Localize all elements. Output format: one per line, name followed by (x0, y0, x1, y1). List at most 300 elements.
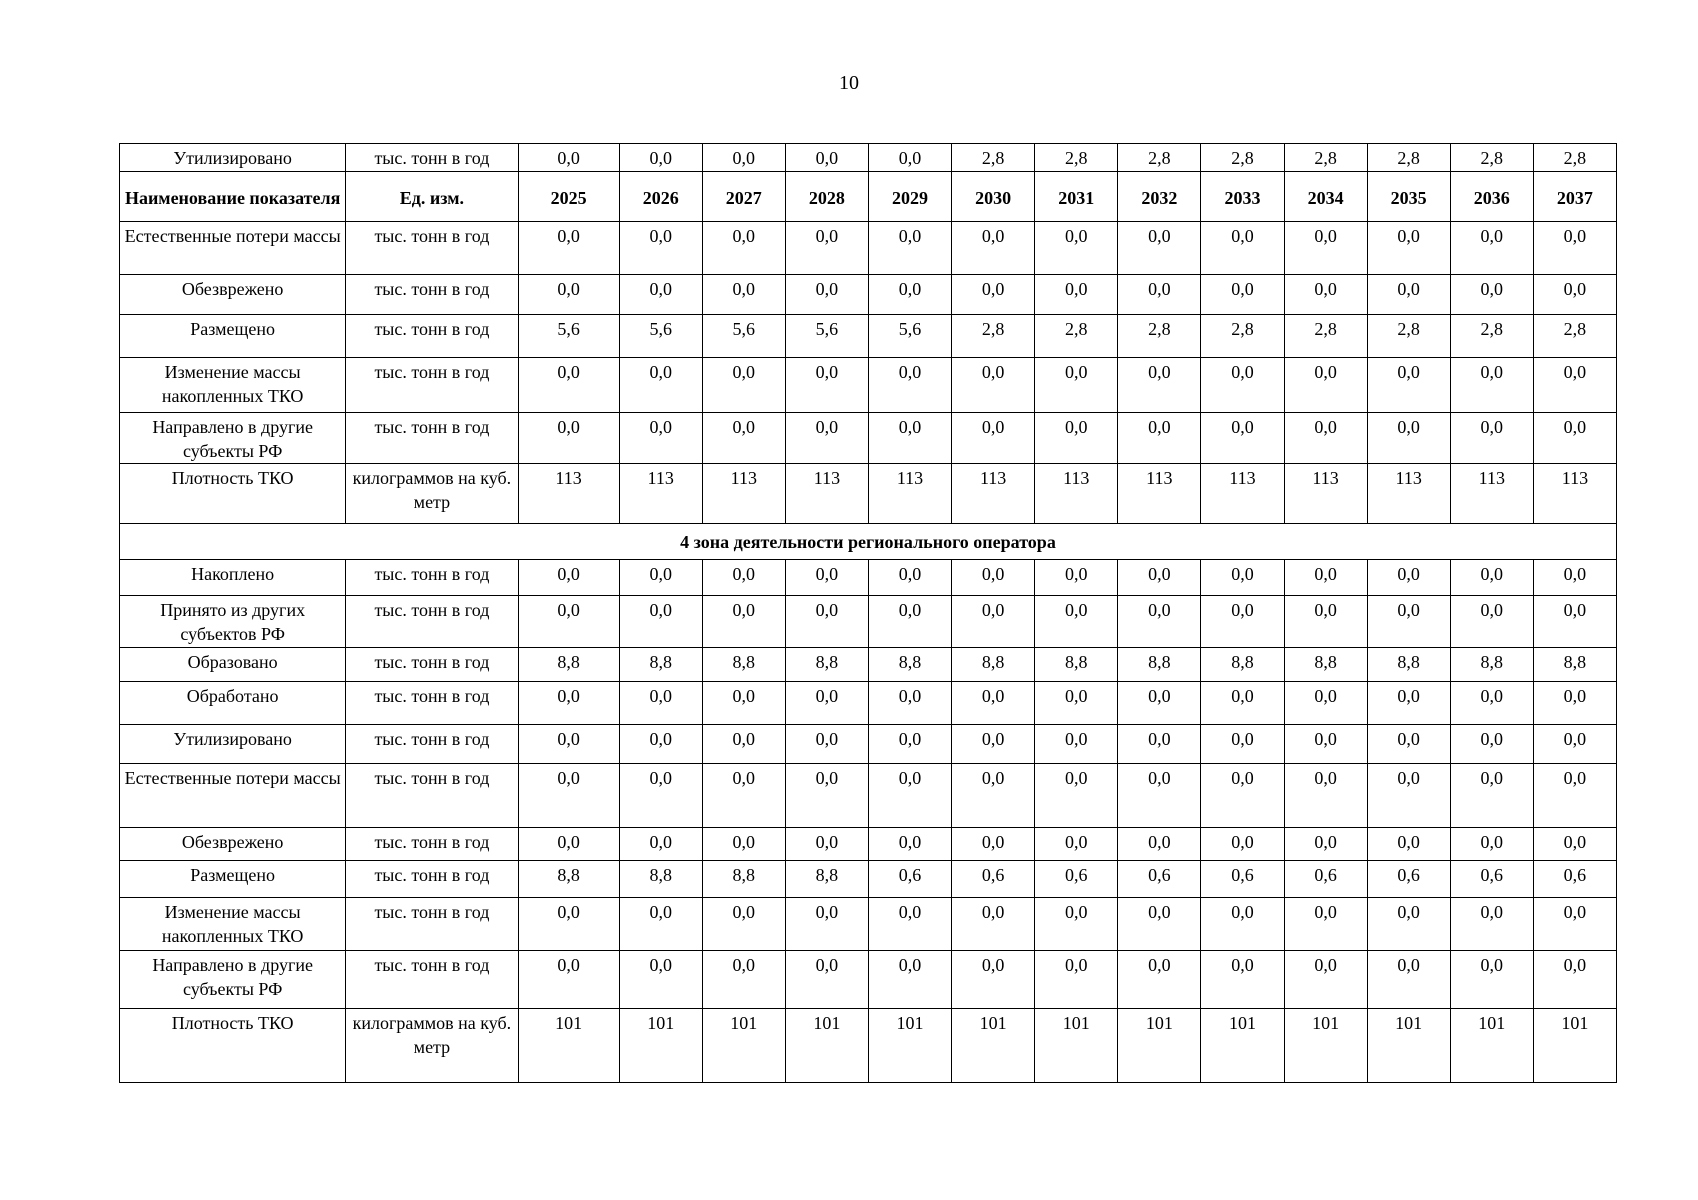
value-cell: 0,6 (1450, 861, 1533, 898)
value-cell: 0,6 (1201, 861, 1284, 898)
value-cell: 101 (1035, 1009, 1118, 1083)
header-year: 2026 (619, 172, 702, 222)
value-cell: 0,0 (619, 358, 702, 413)
value-cell: 0,0 (868, 596, 951, 648)
value-cell: 0,0 (1533, 951, 1616, 1009)
value-cell: 0,0 (1450, 222, 1533, 275)
unit-cell: килограммов на куб. метр (346, 1009, 518, 1083)
value-cell: 0,0 (1450, 951, 1533, 1009)
unit-cell: тыс. тонн в год (346, 596, 518, 648)
value-cell: 0,0 (619, 951, 702, 1009)
value-cell: 0,0 (702, 682, 785, 725)
value-cell: 113 (619, 464, 702, 524)
value-cell: 101 (619, 1009, 702, 1083)
header-year: 2025 (518, 172, 619, 222)
value-cell: 0,0 (868, 828, 951, 861)
value-cell: 0,0 (1201, 275, 1284, 315)
value-cell: 0,0 (1533, 275, 1616, 315)
value-cell: 0,0 (1450, 725, 1533, 764)
value-cell: 0,0 (1450, 764, 1533, 828)
value-cell: 0,0 (1118, 222, 1201, 275)
value-cell: 101 (702, 1009, 785, 1083)
section-title: 4 зона деятельности регионального оператора (120, 524, 1617, 560)
value-cell: 0,0 (619, 898, 702, 951)
header-year: 2037 (1533, 172, 1616, 222)
value-cell: 0,0 (1201, 682, 1284, 725)
table-row (120, 413, 1617, 464)
section-row (120, 524, 1617, 560)
value-cell: 0,0 (868, 560, 951, 596)
value-cell: 8,8 (619, 861, 702, 898)
value-cell: 8,8 (1035, 648, 1118, 682)
unit-cell: тыс. тонн в год (346, 861, 518, 898)
table-row (120, 764, 1617, 828)
value-cell: 8,8 (1533, 648, 1616, 682)
value-cell: 0,0 (785, 898, 868, 951)
table-row (120, 144, 1617, 172)
value-cell: 0,6 (952, 861, 1035, 898)
value-cell: 113 (1533, 464, 1616, 524)
header-year: 2028 (785, 172, 868, 222)
value-cell: 0,0 (1367, 682, 1450, 725)
value-cell: 0,0 (619, 828, 702, 861)
value-cell: 0,0 (518, 898, 619, 951)
value-cell: 5,6 (518, 315, 619, 358)
value-cell: 0,0 (1201, 596, 1284, 648)
unit-cell: тыс. тонн в год (346, 951, 518, 1009)
waste-indicators-table (119, 143, 1617, 1083)
value-cell: 8,8 (1367, 648, 1450, 682)
value-cell: 8,8 (518, 648, 619, 682)
value-cell: 0,0 (952, 275, 1035, 315)
value-cell: 2,8 (1533, 144, 1616, 172)
value-cell: 8,8 (702, 648, 785, 682)
value-cell: 0,0 (619, 560, 702, 596)
value-cell: 113 (518, 464, 619, 524)
value-cell: 8,8 (518, 861, 619, 898)
table-row (120, 682, 1617, 725)
value-cell: 5,6 (785, 315, 868, 358)
value-cell: 0,0 (1201, 764, 1284, 828)
value-cell: 0,0 (1284, 596, 1367, 648)
value-cell: 0,0 (1118, 413, 1201, 464)
value-cell: 0,0 (1367, 413, 1450, 464)
value-cell: 0,0 (868, 725, 951, 764)
value-cell: 2,8 (952, 315, 1035, 358)
value-cell: 0,0 (785, 275, 868, 315)
value-cell: 0,0 (785, 222, 868, 275)
table-row (120, 315, 1617, 358)
indicator-name-cell: Утилизировано (120, 144, 346, 172)
value-cell: 0,6 (1284, 861, 1367, 898)
value-cell: 0,0 (868, 682, 951, 725)
table-row (120, 951, 1617, 1009)
value-cell: 0,0 (785, 358, 868, 413)
value-cell: 101 (1533, 1009, 1616, 1083)
value-cell: 0,0 (702, 413, 785, 464)
header-year: 2036 (1450, 172, 1533, 222)
value-cell: 0,0 (1450, 682, 1533, 725)
value-cell: 0,0 (1035, 222, 1118, 275)
value-cell: 0,0 (1367, 560, 1450, 596)
page-number: 10 (839, 72, 859, 94)
indicator-name-cell: Обработано (120, 682, 346, 725)
value-cell: 2,8 (1118, 144, 1201, 172)
value-cell: 0,0 (785, 560, 868, 596)
value-cell: 113 (1035, 464, 1118, 524)
value-cell: 0,0 (619, 725, 702, 764)
value-cell: 0,0 (868, 898, 951, 951)
value-cell: 2,8 (1035, 315, 1118, 358)
table-body (120, 144, 1617, 1083)
value-cell: 8,8 (1284, 648, 1367, 682)
value-cell: 0,0 (785, 764, 868, 828)
value-cell: 0,0 (702, 898, 785, 951)
header-unit: Ед. изм. (346, 172, 518, 222)
value-cell: 101 (1201, 1009, 1284, 1083)
value-cell: 0,0 (702, 596, 785, 648)
value-cell: 0,0 (868, 275, 951, 315)
indicator-name-cell: Принято из других субъектов РФ (120, 596, 346, 648)
table-row (120, 222, 1617, 275)
value-cell: 0,0 (1367, 596, 1450, 648)
value-cell: 8,8 (619, 648, 702, 682)
value-cell: 0,0 (1201, 951, 1284, 1009)
header-year: 2035 (1367, 172, 1450, 222)
value-cell: 2,8 (1284, 144, 1367, 172)
indicator-name-cell: Естественные потери массы (120, 764, 346, 828)
unit-cell: тыс. тонн в год (346, 315, 518, 358)
value-cell: 101 (1284, 1009, 1367, 1083)
value-cell: 0,0 (952, 222, 1035, 275)
value-cell: 0,0 (1367, 222, 1450, 275)
value-cell: 0,0 (1284, 828, 1367, 861)
value-cell: 113 (1450, 464, 1533, 524)
value-cell: 0,0 (1035, 725, 1118, 764)
value-cell: 5,6 (702, 315, 785, 358)
value-cell: 8,8 (1118, 648, 1201, 682)
table-row (120, 560, 1617, 596)
value-cell: 0,0 (1367, 275, 1450, 315)
value-cell: 0,0 (868, 764, 951, 828)
value-cell: 101 (518, 1009, 619, 1083)
value-cell: 2,8 (1367, 315, 1450, 358)
value-cell: 113 (702, 464, 785, 524)
value-cell: 0,0 (952, 898, 1035, 951)
value-cell: 0,0 (1118, 596, 1201, 648)
header-year: 2027 (702, 172, 785, 222)
value-cell: 0,0 (1201, 725, 1284, 764)
value-cell: 0,0 (1533, 596, 1616, 648)
unit-cell: тыс. тонн в год (346, 764, 518, 828)
value-cell: 2,8 (952, 144, 1035, 172)
value-cell: 0,0 (1367, 951, 1450, 1009)
value-cell: 0,0 (1450, 275, 1533, 315)
header-year: 2030 (952, 172, 1035, 222)
value-cell: 0,0 (518, 413, 619, 464)
value-cell: 0,0 (1450, 560, 1533, 596)
value-cell: 0,0 (785, 725, 868, 764)
table-row (120, 725, 1617, 764)
value-cell: 0,0 (1284, 764, 1367, 828)
table-row (120, 464, 1617, 524)
unit-cell: тыс. тонн в год (346, 358, 518, 413)
value-cell: 0,0 (702, 828, 785, 861)
table-row (120, 828, 1617, 861)
value-cell: 0,0 (518, 682, 619, 725)
unit-cell: тыс. тонн в год (346, 275, 518, 315)
indicator-name-cell: Изменение массы накопленных ТКО (120, 358, 346, 413)
header-year: 2032 (1118, 172, 1201, 222)
value-cell: 0,0 (1533, 898, 1616, 951)
value-cell: 101 (868, 1009, 951, 1083)
value-cell: 0,0 (1284, 898, 1367, 951)
value-cell: 0,0 (619, 222, 702, 275)
value-cell: 0,0 (702, 144, 785, 172)
value-cell: 0,0 (1118, 682, 1201, 725)
table-row (120, 898, 1617, 951)
value-cell: 0,0 (1118, 764, 1201, 828)
value-cell: 0,0 (1035, 764, 1118, 828)
value-cell: 0,6 (1533, 861, 1616, 898)
value-cell: 0,0 (619, 682, 702, 725)
value-cell: 8,8 (868, 648, 951, 682)
value-cell: 0,0 (1035, 898, 1118, 951)
value-cell: 0,0 (1367, 358, 1450, 413)
indicator-name-cell: Утилизировано (120, 725, 346, 764)
value-cell: 0,0 (1533, 828, 1616, 861)
value-cell: 0,0 (1118, 358, 1201, 413)
value-cell: 0,0 (1118, 951, 1201, 1009)
value-cell: 0,0 (868, 358, 951, 413)
value-cell: 0,0 (1450, 358, 1533, 413)
value-cell: 0,0 (518, 951, 619, 1009)
value-cell: 2,8 (1450, 315, 1533, 358)
table-row (120, 861, 1617, 898)
value-cell: 0,0 (1284, 725, 1367, 764)
value-cell: 101 (1118, 1009, 1201, 1083)
value-cell: 0,0 (1201, 222, 1284, 275)
value-cell: 0,0 (1201, 828, 1284, 861)
value-cell: 0,0 (1118, 560, 1201, 596)
value-cell: 0,0 (518, 144, 619, 172)
indicator-name-cell: Плотность ТКО (120, 1009, 346, 1083)
value-cell: 0,0 (1367, 898, 1450, 951)
value-cell: 0,0 (952, 413, 1035, 464)
value-cell: 5,6 (619, 315, 702, 358)
value-cell: 0,0 (1035, 951, 1118, 1009)
table-row (120, 275, 1617, 315)
header-year: 2033 (1201, 172, 1284, 222)
value-cell: 0,0 (1284, 275, 1367, 315)
value-cell: 0,0 (1035, 413, 1118, 464)
unit-cell: килограммов на куб. метр (346, 464, 518, 524)
value-cell: 0,6 (1367, 861, 1450, 898)
unit-cell: тыс. тонн в год (346, 682, 518, 725)
value-cell: 0,0 (1118, 828, 1201, 861)
value-cell: 8,8 (785, 648, 868, 682)
value-cell: 0,0 (1367, 828, 1450, 861)
value-cell: 0,0 (702, 560, 785, 596)
value-cell: 2,8 (1284, 315, 1367, 358)
value-cell: 0,0 (868, 144, 951, 172)
value-cell: 0,0 (952, 682, 1035, 725)
value-cell: 0,0 (1284, 413, 1367, 464)
value-cell: 0,0 (518, 222, 619, 275)
value-cell: 0,0 (785, 413, 868, 464)
value-cell: 0,0 (619, 144, 702, 172)
value-cell: 0,0 (619, 764, 702, 828)
indicator-name-cell: Обезврежено (120, 275, 346, 315)
value-cell: 0,0 (1118, 275, 1201, 315)
unit-cell: тыс. тонн в год (346, 560, 518, 596)
value-cell: 0,0 (702, 725, 785, 764)
indicator-name-cell: Естественные потери массы (120, 222, 346, 275)
value-cell: 0,0 (952, 828, 1035, 861)
header-indicator-name: Наименование показателя (120, 172, 346, 222)
value-cell: 0,0 (702, 951, 785, 1009)
value-cell: 0,0 (1118, 898, 1201, 951)
value-cell: 0,0 (785, 828, 868, 861)
value-cell: 0,0 (1201, 560, 1284, 596)
unit-cell: тыс. тонн в год (346, 413, 518, 464)
value-cell: 0,0 (1201, 898, 1284, 951)
value-cell: 0,0 (1118, 725, 1201, 764)
value-cell: 113 (1367, 464, 1450, 524)
unit-cell: тыс. тонн в год (346, 648, 518, 682)
unit-cell: тыс. тонн в год (346, 222, 518, 275)
value-cell: 8,8 (1450, 648, 1533, 682)
value-cell: 0,0 (1533, 222, 1616, 275)
value-cell: 101 (1450, 1009, 1533, 1083)
indicator-name-cell: Направлено в другие субъекты РФ (120, 951, 346, 1009)
unit-cell: тыс. тонн в год (346, 144, 518, 172)
value-cell: 0,0 (518, 828, 619, 861)
value-cell: 0,0 (1035, 682, 1118, 725)
value-cell: 0,0 (1035, 596, 1118, 648)
value-cell: 101 (785, 1009, 868, 1083)
value-cell: 0,0 (1533, 413, 1616, 464)
value-cell: 113 (785, 464, 868, 524)
value-cell: 0,0 (702, 358, 785, 413)
table-row (120, 358, 1617, 413)
value-cell: 0,0 (702, 764, 785, 828)
header-year: 2029 (868, 172, 951, 222)
indicator-name-cell: Размещено (120, 861, 346, 898)
table-header-row (120, 172, 1617, 222)
value-cell: 0,6 (868, 861, 951, 898)
value-cell: 0,0 (1035, 828, 1118, 861)
value-cell: 0,0 (868, 222, 951, 275)
value-cell: 0,0 (1284, 222, 1367, 275)
value-cell: 5,6 (868, 315, 951, 358)
value-cell: 0,0 (1533, 764, 1616, 828)
value-cell: 0,0 (1533, 358, 1616, 413)
value-cell: 0,0 (619, 596, 702, 648)
value-cell: 0,0 (518, 596, 619, 648)
value-cell: 0,0 (952, 764, 1035, 828)
value-cell: 0,0 (952, 725, 1035, 764)
value-cell: 0,0 (1367, 764, 1450, 828)
value-cell: 2,8 (1035, 144, 1118, 172)
value-cell: 0,0 (518, 560, 619, 596)
value-cell: 2,8 (1533, 315, 1616, 358)
value-cell: 0,0 (1367, 725, 1450, 764)
value-cell: 0,0 (1533, 682, 1616, 725)
value-cell: 0,0 (1201, 413, 1284, 464)
value-cell: 0,0 (785, 144, 868, 172)
value-cell: 0,0 (1450, 898, 1533, 951)
value-cell: 8,8 (952, 648, 1035, 682)
indicator-name-cell: Размещено (120, 315, 346, 358)
value-cell: 0,0 (1533, 560, 1616, 596)
value-cell: 113 (1284, 464, 1367, 524)
table-row (120, 1009, 1617, 1083)
value-cell: 0,0 (1284, 560, 1367, 596)
value-cell: 0,0 (518, 275, 619, 315)
value-cell: 0,0 (619, 413, 702, 464)
value-cell: 8,8 (702, 861, 785, 898)
indicator-name-cell: Накоплено (120, 560, 346, 596)
value-cell: 0,0 (1284, 682, 1367, 725)
value-cell: 2,8 (1118, 315, 1201, 358)
value-cell: 0,6 (1035, 861, 1118, 898)
value-cell: 101 (1367, 1009, 1450, 1083)
value-cell: 0,0 (952, 596, 1035, 648)
value-cell: 0,0 (518, 725, 619, 764)
value-cell: 0,0 (1035, 358, 1118, 413)
value-cell: 0,0 (1035, 275, 1118, 315)
indicator-name-cell: Направлено в другие субъекты РФ (120, 413, 346, 464)
value-cell: 0,0 (868, 951, 951, 1009)
indicator-name-cell: Обезврежено (120, 828, 346, 861)
unit-cell: тыс. тонн в год (346, 725, 518, 764)
unit-cell: тыс. тонн в год (346, 828, 518, 861)
value-cell: 2,8 (1367, 144, 1450, 172)
value-cell: 0,0 (518, 764, 619, 828)
value-cell: 113 (1201, 464, 1284, 524)
value-cell: 0,0 (702, 275, 785, 315)
value-cell: 0,6 (1118, 861, 1201, 898)
value-cell: 0,0 (785, 596, 868, 648)
indicator-name-cell: Изменение массы накопленных ТКО (120, 898, 346, 951)
value-cell: 0,0 (1284, 951, 1367, 1009)
value-cell: 0,0 (702, 222, 785, 275)
value-cell: 0,0 (1201, 358, 1284, 413)
value-cell: 0,0 (952, 951, 1035, 1009)
header-year: 2031 (1035, 172, 1118, 222)
value-cell: 113 (868, 464, 951, 524)
value-cell: 0,0 (785, 682, 868, 725)
header-year: 2034 (1284, 172, 1367, 222)
value-cell: 0,0 (868, 413, 951, 464)
value-cell: 0,0 (619, 275, 702, 315)
value-cell: 0,0 (1035, 560, 1118, 596)
value-cell: 113 (1118, 464, 1201, 524)
value-cell: 113 (952, 464, 1035, 524)
value-cell: 2,8 (1201, 144, 1284, 172)
unit-cell: тыс. тонн в год (346, 898, 518, 951)
value-cell: 101 (952, 1009, 1035, 1083)
value-cell: 0,0 (1450, 413, 1533, 464)
value-cell: 0,0 (1533, 725, 1616, 764)
value-cell: 0,0 (785, 951, 868, 1009)
indicator-name-cell: Плотность ТКО (120, 464, 346, 524)
value-cell: 0,0 (518, 358, 619, 413)
table-row (120, 648, 1617, 682)
value-cell: 8,8 (785, 861, 868, 898)
value-cell: 8,8 (1201, 648, 1284, 682)
